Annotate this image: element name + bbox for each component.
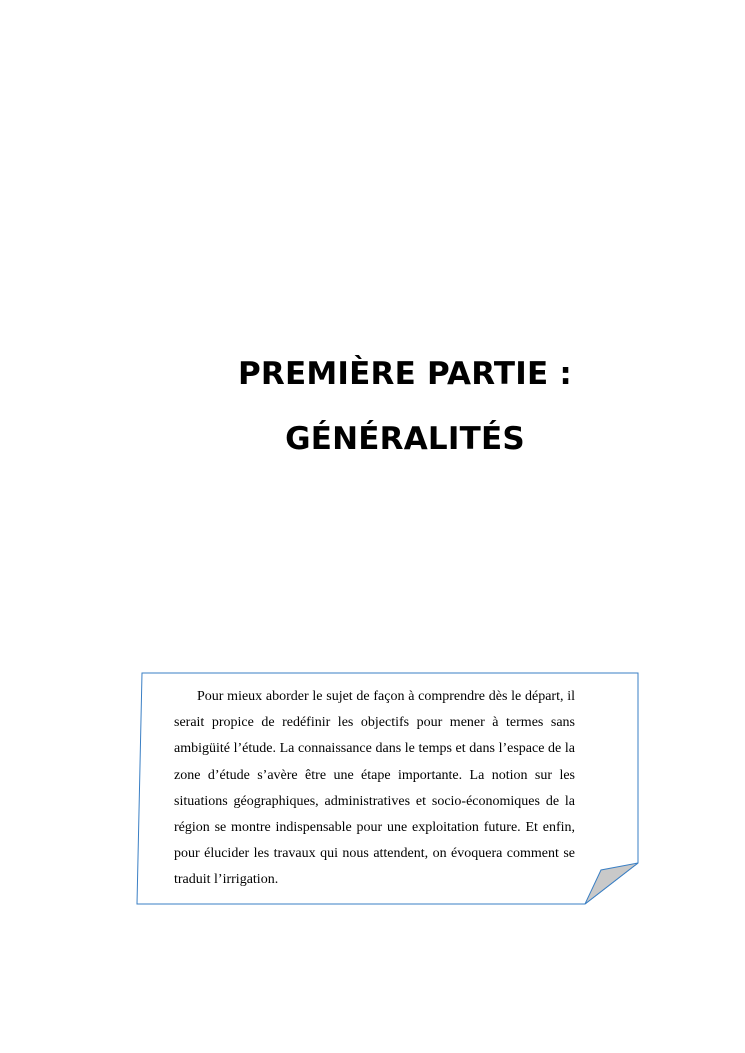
- part-subtitle: GÉNÉRALITÉS: [285, 421, 525, 457]
- part-title: PREMIÈRE PARTIE :: [238, 356, 572, 392]
- intro-paragraph: Pour mieux aborder le sujet de façon à comprendre dès le départ, il serait propice de redéfinir les objectifs pour mener à termes sans ambigüité l’étude. La connaissance dans le temps et dans l’espace de la zone d’étude s’avère être une étape importante. La notion sur les situations géographiques, administratives et socio-économiques de la région se montre indispensable pour une exploitation future. Et enfin, pour élucider les travaux qui nous attendent, on évoquera comment se traduit l’irrigation.: [174, 689, 575, 888]
